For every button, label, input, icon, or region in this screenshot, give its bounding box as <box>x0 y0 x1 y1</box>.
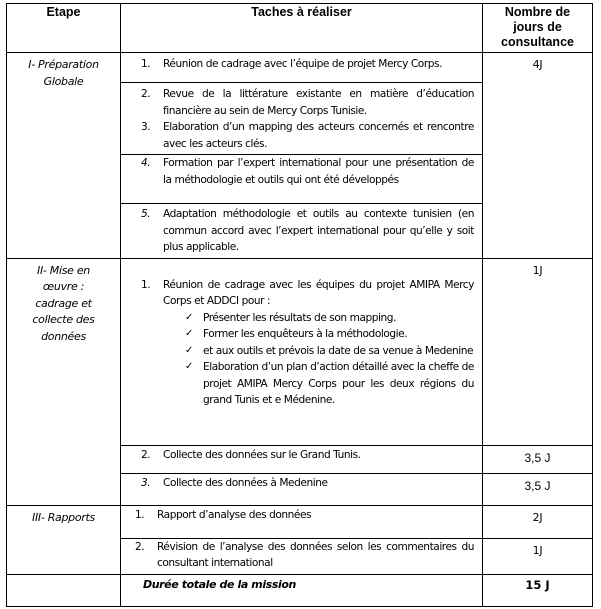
task-number: 1. <box>141 278 151 291</box>
total-label-cell <box>121 574 483 606</box>
task-cell <box>121 83 483 155</box>
days-value: 1J <box>532 263 543 277</box>
header-tasks <box>121 4 483 53</box>
task-item <box>141 447 474 464</box>
days-value: 2J <box>532 510 543 524</box>
task-cell <box>121 505 483 538</box>
stage-label-line: III- Rapports <box>32 510 95 524</box>
check-icon: ✓ <box>185 344 193 356</box>
days-value: 3,5 J <box>524 478 551 493</box>
header-days-line: jours de <box>513 20 562 34</box>
task-number: 1. <box>141 58 151 70</box>
task-text: Réunion de cadrage avec l’équipe de projet Mercy Corps. <box>163 58 442 70</box>
check-item <box>185 343 474 360</box>
header-stage-label: Etape <box>46 5 81 19</box>
task-number: 2. <box>141 88 151 100</box>
stage-label-line: cadrage et <box>35 296 92 310</box>
days-cell <box>483 505 593 538</box>
task-item <box>141 155 474 188</box>
stage-label-line: données <box>41 329 86 343</box>
total-row <box>7 574 593 606</box>
check-list <box>185 310 474 409</box>
table-row <box>7 505 593 538</box>
days-value: 4J <box>532 58 543 71</box>
days-cell <box>483 538 593 574</box>
task-text: Formation par l’expert international pour une présentation de la méthodologie et outils qui ont été développés <box>163 157 474 186</box>
task-text: Adaptation méthodologie et outils au contexte tunisien (en commun accord avec l’expert international pour qu’elle y soit plus applicable. <box>163 208 474 253</box>
task-cell <box>121 53 483 83</box>
stage-label-line: Globale <box>43 74 84 88</box>
days-cell <box>483 258 593 445</box>
check-item <box>185 359 474 409</box>
header-days-line: consultance <box>501 35 574 49</box>
task-text: Révision de l’analyse des données selon les commentaires du consultant international <box>157 540 474 569</box>
table-row <box>7 53 593 83</box>
stage-label-line: I- Préparation <box>28 58 99 71</box>
task-number: 2. <box>141 448 151 461</box>
task-text: Rapport d’analyse des données <box>157 508 312 521</box>
task-item <box>141 206 474 256</box>
stage-label-line: collecte des <box>32 313 95 326</box>
total-value-cell <box>483 574 593 606</box>
task-number: 4. <box>141 157 151 169</box>
check-text: Elaboration d’un plan d’action détaillé avec la cheffe de projet AMIPA Mercy Corps pour les deux régions du grand Tunis et e Médenine. <box>203 361 474 406</box>
task-cell <box>121 155 483 204</box>
task-number: 1. <box>135 508 145 521</box>
task-item <box>135 539 474 572</box>
check-text: et aux outils et prévois la date de sa venue à Medenine <box>203 344 474 357</box>
task-item <box>135 507 474 524</box>
stage-cell-1 <box>7 53 121 259</box>
header-days-line: Nombre de <box>504 5 571 19</box>
task-cell <box>121 258 483 445</box>
days-value: 3,5 J <box>524 450 551 465</box>
stage-label-line: œuvre : <box>42 280 85 293</box>
total-empty-cell <box>7 574 121 606</box>
task-item <box>141 277 474 310</box>
task-item <box>141 56 474 73</box>
days-cell <box>483 53 593 259</box>
header-row <box>7 4 593 53</box>
check-item <box>185 326 474 343</box>
task-item <box>141 86 474 119</box>
task-cell <box>121 538 483 574</box>
header-tasks-label: Taches à réaliser <box>251 5 352 19</box>
task-text: Réunion de cadrage avec les équipes du projet AMIPA Mercy Corps et ADDCI pour : <box>163 278 474 307</box>
check-icon: ✓ <box>185 328 193 339</box>
task-number: 3. <box>141 476 151 489</box>
task-cell <box>121 445 483 473</box>
days-value: 1J <box>532 543 543 557</box>
header-stage <box>7 4 121 53</box>
task-item <box>141 475 474 492</box>
task-number: 3. <box>141 121 151 133</box>
stage-cell-2 <box>7 258 121 505</box>
stage-cell-3 <box>7 505 121 574</box>
task-number: 2. <box>135 540 145 553</box>
task-number: 5. <box>141 208 151 220</box>
task-cell <box>121 473 483 505</box>
stage-label-line: II- Mise en <box>37 263 90 277</box>
check-icon: ✓ <box>185 361 193 372</box>
task-text: Collecte des données sur le Grand Tunis. <box>163 448 361 461</box>
check-icon: ✓ <box>185 311 193 323</box>
days-cell <box>483 445 593 473</box>
task-item <box>141 119 474 152</box>
task-text: Revue de la littérature existante en matière d’éducation financière au sein de Mercy Corps Tunisie. <box>163 88 474 117</box>
check-text: Former les enquêteurs à la méthodologie. <box>203 328 408 340</box>
check-item <box>185 310 474 327</box>
mission-schedule-table <box>6 3 593 607</box>
task-text: Elaboration d’un mapping des acteurs concernés et rencontre avec les acteurs clés. <box>163 121 474 150</box>
task-text: Collecte des données à Medenine <box>163 476 328 489</box>
table-row <box>7 258 593 445</box>
task-cell <box>121 204 483 259</box>
total-label: Durée totale de la mission <box>143 577 296 591</box>
check-text: Présenter les résultats de son mapping. <box>203 311 396 324</box>
header-days <box>483 4 593 53</box>
total-value: 15 J <box>525 577 550 592</box>
days-cell <box>483 473 593 505</box>
